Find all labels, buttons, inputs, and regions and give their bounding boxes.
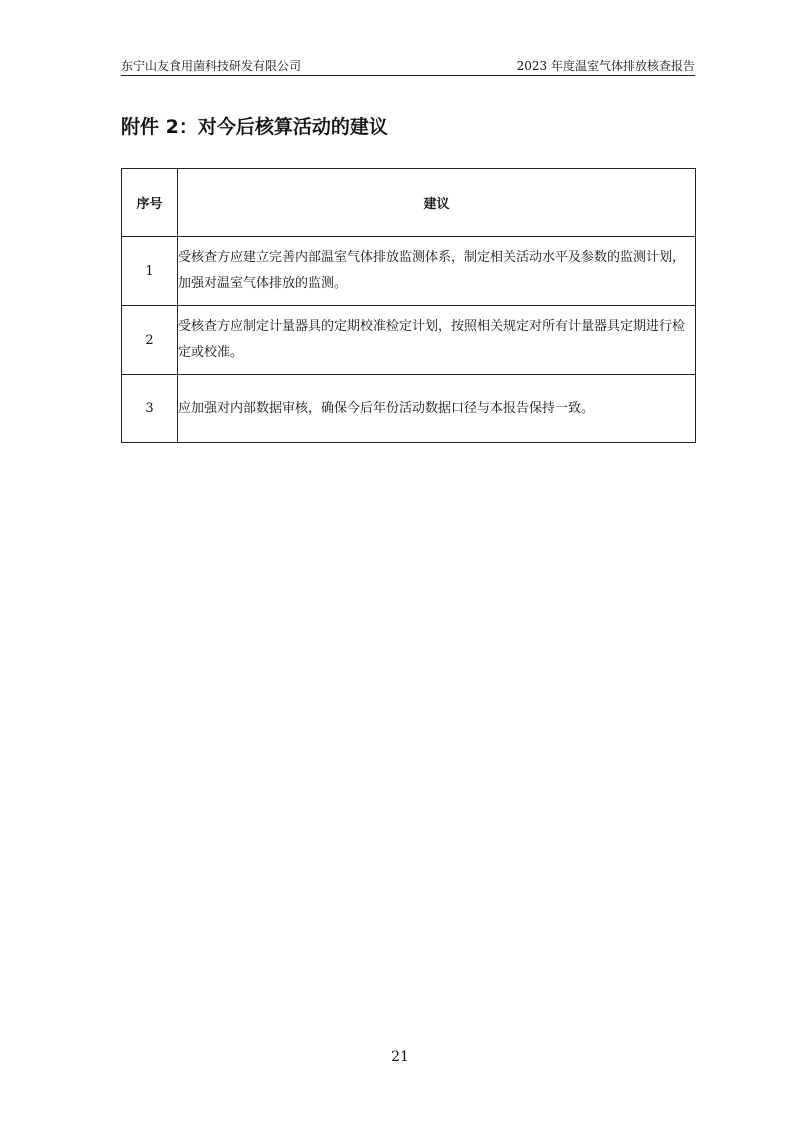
row-number: 1: [122, 237, 178, 306]
table-row: [122, 375, 696, 443]
table-row: [122, 237, 696, 306]
column-header-suggestion: 建议: [178, 169, 696, 237]
row-number: 3: [122, 375, 178, 443]
column-header-number: 序号: [122, 169, 178, 237]
table-header-row: [122, 169, 696, 237]
page-header: [121, 56, 695, 76]
appendix-title: 附件 2：对今后核算活动的建议: [121, 116, 388, 138]
page-number: 21: [391, 1049, 409, 1065]
table-row: [122, 306, 696, 375]
header-report-title: 2023 年度温室气体排放核查报告: [516, 59, 695, 73]
header-company-name: 东宁山友食用菌科技研发有限公司: [121, 59, 302, 73]
header-divider: [121, 75, 695, 76]
row-suggestion: 应加强对内部数据审核，确保今后年份活动数据口径与本报告保持一致。: [178, 375, 696, 443]
row-number: 2: [122, 306, 178, 375]
row-suggestion: 受核查方应制定计量器具的定期校准检定计划，按照相关规定对所有计量器具定期进行检定或校准。: [178, 306, 696, 375]
suggestions-table: [121, 168, 696, 443]
row-suggestion: 受核查方应建立完善内部温室气体排放监测体系，制定相关活动水平及参数的监测计划，加强对温室气体排放的监测。: [178, 237, 696, 306]
